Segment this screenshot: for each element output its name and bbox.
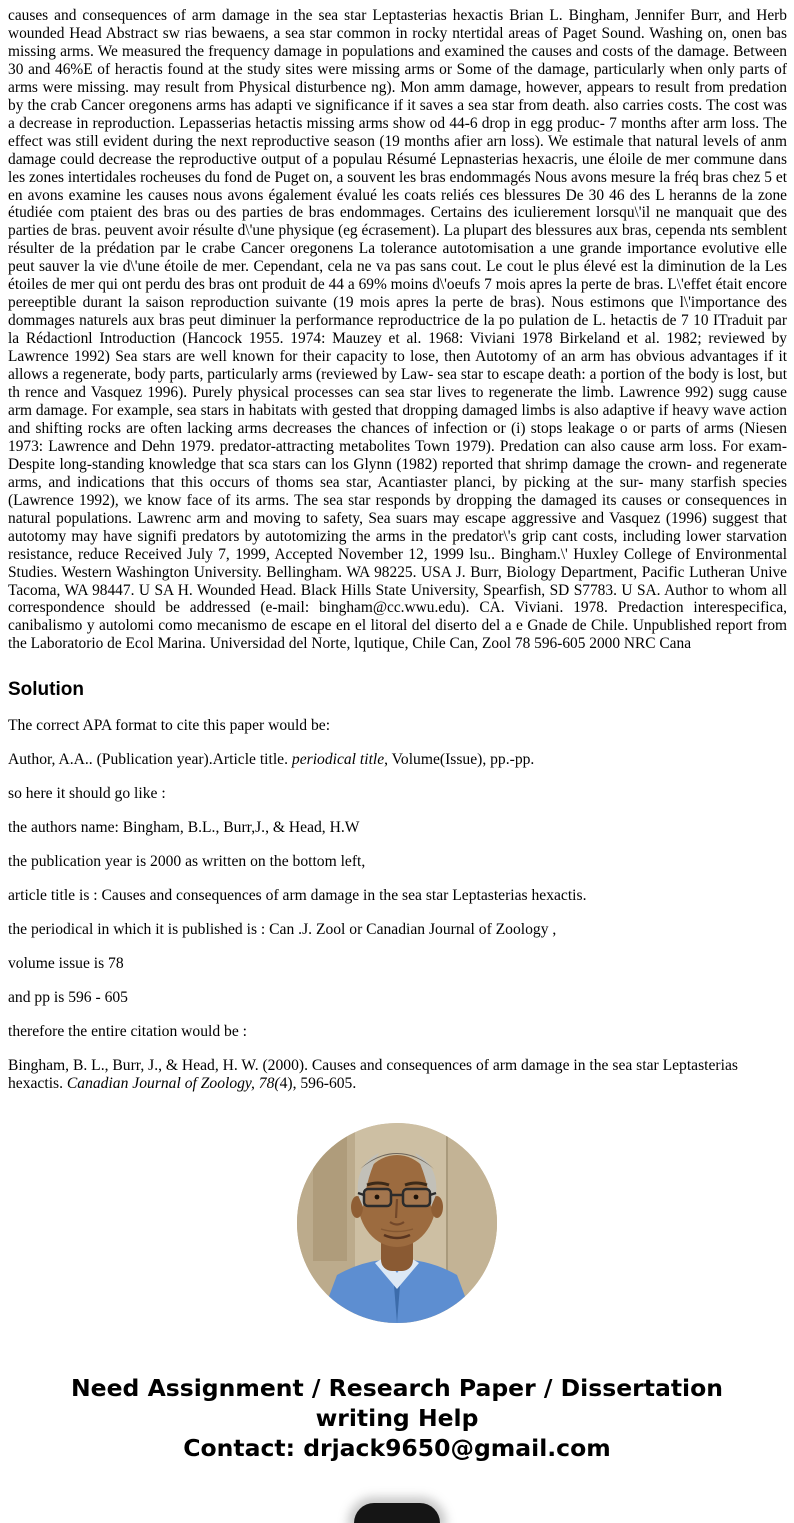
solution-section [0, 717, 794, 1093]
promo-banner [0, 1373, 794, 1463]
solution-step-year: the publication year is 2000 as written on the bottom left, [8, 853, 366, 871]
solution-step-conclusion: therefore the entire citation would be : [8, 1023, 248, 1041]
apa-format-periodical-italic: periodical title [291, 751, 385, 769]
bottom-cropped-image [354, 1503, 440, 1523]
final-citation [8, 1057, 786, 1093]
citation-journal-italic: Canadian Journal of Zoology, 78( [66, 1075, 280, 1093]
solution-intro: The correct APA format to cite this paper would be: [8, 717, 331, 735]
citation-post: 4), 596-605. [279, 1075, 357, 1093]
solution-step-volume: volume issue is 78 [8, 955, 124, 973]
apa-format-template [8, 751, 786, 769]
promo-line-1: Need Assignment / Research Paper / Dissertation [71, 1374, 723, 1403]
apa-format-pre: Author, A.A.. (Publication year).Article title. [8, 751, 292, 769]
promo-contact-email: Contact: drjack9650@gmail.com [183, 1434, 611, 1463]
tutor-photo-avatar [297, 1123, 497, 1323]
solution-step-title: article title is : Causes and consequences of arm damage in the sea star Leptasterias hexactis. [8, 887, 587, 905]
solution-heading: Solution [8, 679, 84, 701]
solution-step-periodical: the periodical in which it is published is : Can .J. Zool or Canadian Journal of Zoology , [8, 921, 557, 939]
article-abstract-text: causes and consequences of arm damage in the sea star Leptasterias hexactis Brian L. Bingham, Jennifer Burr, and Herb wounded Head Abstract sw rias bewaens, a sea star common in rocky ntertidal areas of Paget Sound. Washing on, onen bas missing arms. We measured the frequency damage in populations and examined the causes and costs of the damage. Between 30 and 46%E of heractis found at the study sites were missing arms or Some of the damage, particularly when only parts of arms were missing. may result from Physical disturbence ng). Mon amm damage, however, appears to result from predation by the crab Cancer oregonens arms has adapti ve significance if it saves a sea star from death. also carries costs. The cost was a decrease in reproduction. Lepasserias hetactis missing arms show od 44-6 drop in egg produc- 7 months after arm loss. The effect was still evident during the next reproductive season (19 months afier arn loss). We estimale that natural levels of anm damage could decrease the reproductive output of a populau Résumé Lepnasterias hexacris, une éloile de mer commune dans les zones intertidales rocheuses du fond de Puget on, a souvent les bras endommagés Nous avons mesure la fréq bras chez 5 et en avons examine les causes nous avons également évalué les coats reliés ces blessures De 30 46 des L heranns de la zone étudiée com ptaient des bras ou des parties de bras endommages. Certains des iculierement lorsqu\'il ne manquait que des parties de bras. peuvent avoir résulte d\'une physique (eg écrasement). La plupart des blessures aux bras, cependa nts semblent résulter de la prédation par le crabe Cancer oregonens La tolerance autotomisation a une grande importance evolutive elle peut sauver la vie d\'une étoile de mer. Cependant, cela ne va pas sans cout. Le cout le plus élevé est la diminution de la Les étoiles de mer qui ont perdu des bras ont produit de 44 a 69% moins d\'oeufs 7 mois apres la perte de bras. L\'effet était encore pereeptible durant la saison reproduction suivante (19 mois apres la perte de bras). Nous estimons que l\'importance des dommages naturels aux bras peut diminuer la performance reproductrice de la po pulation de L. hetactis de 7 10 ITraduit par la Rédactionl Introduction (Hancock 1955. 1974: Mauzey et al. 1968: Viviani 1978 Birkeland et al. 1982; reviewed by Lawrence 1992) Sea stars are well known for their capacity to lose, then Autotomy of an arm has obvious advantages if it allows a regenerate, body parts, particularly arms (reviewed by Law- sea star to escape death: a portion of the body is lost, but th rence and Vasquez 1996). Purely physical processes can sea star lives to regenerate the limb. Lawrence 992) sugg cause arm damage. For example, sea stars in habitats with gested that dropping damaged limbs is also adaptive if heavy wave action and shifting rocks are often lacking arms decreases the chances of infection or (i) stops leakage o or parts of arms (Niesen 1973: Lawrence and Dehn 1979. predator-attracting metabolites Town 1979). Predation can also cause arm loss. For exam- Despite long-standing knowledge that sca stars can los Glynn (1982) reported that shrimp damage the crown- and regenerate arms, and indications that this occurs of thoms sea star, Acantiaster planci, by picking at the sur- many starfish species (Lawrence 1992), we know face of its arms. The sea star responds by dropping the damaged its causes or consequences in natural populations. Lawrenc arm and moving to safety, Sea suars may escape aggressive and Vasquez (1996) suggest that autotomy may have signifi predators by autotomizing the arms in the predator\'s grip cant costs, including lower starvation resistance, reduce Received July 7, 1999, Accepted November 12, 1999 lsu.. Bingham.\' Huxley College of Environmental Studies. Western Washington University. Bellingham. WA 98225. USA J. Burr, Biology Department, Pacific Lutheran Unive Tacoma, WA 98447. U SA H. Wounded Head. Black Hills State University, Spearfish, SD S7783. U SA. Author to whom all correspondence should be addressed (e-mail: bingham@cc.wwu.edu). CA. Viviani. 1978. Predaction interespecifica, canibalismo y autolomi como mecanismo de escape en el litoral del diserto del a e Gnade de Chile. Unpublished report from the Laboratorio de Ecol Marina. Universidad del Norte, lqutique, Chile Can, Zool 78 596-605 2000 NRC Cana [8, 7, 787, 653]
solution-step-intro: so here it should go like : [8, 785, 166, 803]
man-portrait-image [297, 1123, 497, 1323]
apa-format-post: , Volume(Issue), pp.-pp. [384, 751, 535, 769]
citation-pre: Bingham, B. L., Burr, J., & Head, H. W. (2000). Causes and consequences of arm damage in the sea star Leptasterias hexactis. [8, 1057, 738, 1093]
promo-line-2: writing Help [315, 1404, 479, 1433]
solution-step-pages: and pp is 596 - 605 [8, 989, 128, 1007]
solution-step-authors: the authors name: Bingham, B.L., Burr,J., & Head, H.W [8, 819, 360, 837]
